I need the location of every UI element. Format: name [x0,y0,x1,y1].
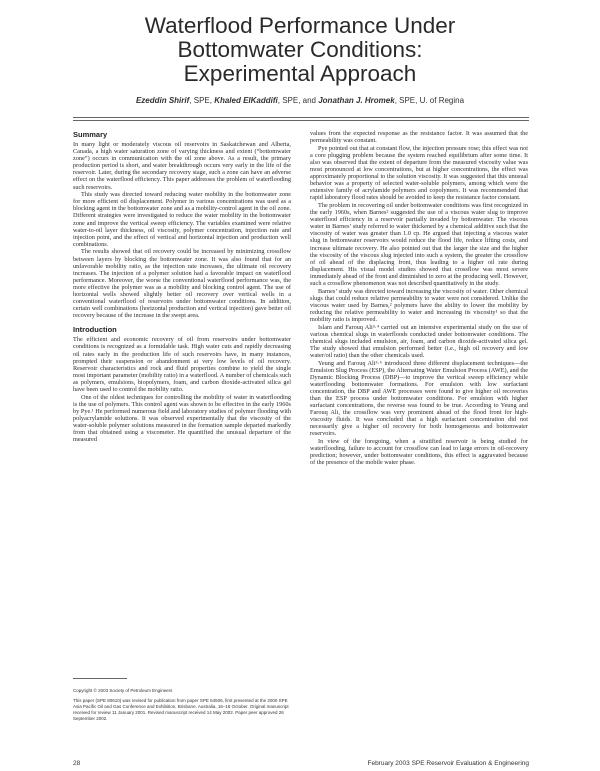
footnote-divider [73,678,127,679]
summary-paragraph: The results showed that oil recovery could be increased by minimizing crossflow between layers by blocking the bottomwater zone. It was also found that for an unfavorable mobility ratio, as the injection rate increases, the ultimate oil recovery increases. The injection of a polymer solution had a favorable impact on waterflood performance. Moreover, the worse the conventional waterflood performance was, the more effective the polymer was as a mobility and blocking control agent. The use of horizontal wells showed slightly better oil recovery over vertical wells in a conventional waterflood of reservoirs under bottomwater conditions. In addition, certain well combinations (horizontal production and vertical injection) gave better oil recovery because of the increase in the swept area. [73,248,291,320]
body-paragraph: Barnes’ study was directed toward increasing the viscosity of water. Other chemical slugs that could reduce relative permeability to water were not considered. Unlike the viscous water used by Barnes,² polymers have the ability to lower the mobility by reducing the relative permeability to water and increasing its viscosity¹ so that the mobility ratio is improved. [310,287,528,323]
page-number: 28 [73,760,81,767]
title-line-1: Waterflood Performance Under [144,13,456,38]
author-3-affiliation: , SPE, U. of Regina [394,96,465,105]
copyright-notice: Copyright © 2003 Society of Petroleum Engineers [73,688,173,693]
summary-heading: Summary [73,130,108,139]
journal-footer: February 2003 SPE Reservoir Evaluation & Engineering [367,760,529,767]
author-1-affiliation: , SPE, [189,96,215,105]
author-2: Khaled ElKaddifi [214,96,278,105]
body-paragraph: Islam and Farouq Ali³·⁴ carried out an intensive experimental study on the use of various chemical slugs in waterfloods conducted under bottomwater conditions. The chemical slugs included emulsion, air, foam, and carbon dioxide-activated silica gel. The study showed that emulsion performed better (i.e., high oil recovery and low water/oil ratio) than the other chemicals used. [310,323,528,359]
left-column [73,130,291,444]
intro-paragraph: One of the oldest techniques for controlling the mobility of water in waterflooding is the use of polymers. This control agent was shown to be effective in the early 1960s by Pye.¹ He performed numerous field and laboratory studies of polymer flooding with polyacrylamide solutions. It was observed experimentally that the viscosity of the water-soluble polymer solutions measured in the formation sample departed markedly from that obtained using a viscometer. He quantified the unusual departure of the measured [73,393,291,444]
body-paragraph: values from the expected response as the resistance factor. It was assumed that the permeability was constant. [310,130,528,145]
title-line-3: Experimental Approach [183,61,417,86]
header-divider-top [73,117,529,118]
introduction-heading: Introduction [73,325,117,335]
author-3: Jonathan J. Hromek [318,96,395,105]
body-paragraph: Pye pointed out that at constant flow, the injection pressure rose; this effect was not a core plugging problem because the system reached equilibrium after some time. It also was observed that the extent of departure from the measured viscosity value was most pronounced at low concentrations, but at higher concentrations, the effect was approximately proportional to the solution viscosity. It was suggested that this unusual behavior was a property of selected water-soluble polymers, among which were the extensive family of acrylamide polymers and copolymers. It was recommended that rapid laboratory flood rates should be avoided to keep the resistance factor constant. [310,144,528,202]
author-1: Ezeddin Shirif [135,96,190,105]
right-column [310,130,528,467]
title-line-2: Bottomwater Conditions: [177,37,423,62]
paper-title [0,14,600,86]
header-divider-bottom [73,120,529,121]
author-line [0,96,600,105]
paper-history-note: This paper (SPE 80610) was revised for publication from paper SPE 64506, first presented at the 2000 SPE Asia Pacific Oil and Gas Conference and Exhibition, Brisbane, Australia, 16–18 October. Original manuscript received for review 11 January 2001. Revised manuscript received 14 May 2002. Paper peer approved 26 September 2002. [73,698,289,721]
summary-paragraph: In many light or moderately viscous oil reservoirs in Saskatchewan and Alberta, Canada, a high water saturation zone of varying thickness and extent (“bottomwater zone”) occurs in communication with the oil zone above. As a result, the primary production period is short, and water breakthrough occurs very early in the life of the reservoir. Later, during the secondary recovery stage, such a zone can have an adverse effect on the waterflood efficiency. This paper addresses the problem of waterflooding such reservoirs. [73,141,291,191]
author-2-affiliation: , SPE, and [277,96,319,105]
body-paragraph: The problem in recovering oil under bottomwater conditions was first recognized in the early 1960s, when Barnes² suggested the use of a viscous water slug to improve waterflood efficiency in a reservoir partially invaded by bottomwater. The viscous water in Barnes’ study referred to water thickened by a chemical additive such that the viscosity of water was greater than 1.0 cp. He argued that injecting a viscous water slug in bottomwater reservoirs would reduce the flood life, reduce lifting costs, and increase ultimate recovery. He also pointed out that the larger the size and the higher the viscosity of the viscous slug injected into such a system, the greater the crossflow of oil ahead of the displacing front, thus leading to a higher oil rate during displacement. His visual model studies showed that crossflow was most severe immediately ahead of the front and diminished to zero at the producing well. However, such a crossflow phenomenon was not described quantitatively in the study. [310,201,528,287]
intro-paragraph: The efficient and economic recovery of oil from reservoirs under bottomwater conditions is recognized as a formidable task. High water cuts and rapidly decreasing oil rates early in the production life of such reservoirs have, in many instances, prompted their suspension or abandonment at very low levels of oil recovery. Reservoir characteristics and rock and fluid properties combine to yield the single most important parameter (mobility ratio) in a waterflood. A number of chemicals such as polymers, emulsions, biopolymers, foam, and carbon dioxide-activated silica gel have been used to control the mobility ratio. [73,336,291,393]
summary-paragraph: This study was directed toward reducing water mobility in the bottomwater zone for more efficient oil displacement. Polymer in various concentrations was used as a blocking agent in the bottomwater zone and as a mobility-control agent in the oil zone. Different strategies were investigated to reduce the water mobility in the bottomwater zone and improve the vertical sweep efficiency. The variables examined were relative water-to-oil layer thickness, oil viscosity, polymer concentration, injection rate and injection point, and the effect of vertical and horizontal injection and production well combinations. [73,191,291,248]
footnotes [73,688,291,726]
body-paragraph: Yeung and Farouq Ali⁵·⁶ introduced three different displacement techniques—the Emulsion Slug Process (ESP), the Alternating Water Emulsion Process (AWE), and the Dynamic Blocking Process (DBP)—to improve the vertical sweep efficiency while waterflooding bottomwater formations. For emulsion with low surfactant concentration, the DBP and AWE processes were found to give higher oil recoveries than the ESP process under bottomwater conditions. For emulsion with higher surfactant concentrations, the reverse was found to be true. According to Yeung and Farouq Ali, the crossflow was very prominent ahead of the flood front for high-viscosity fluids. It was concluded that a high surfactant concentration did not necessarily give a higher oil recovery for both homogeneous and bottomwater reservoirs. [310,359,528,438]
body-paragraph: In view of the foregoing, when a stratified reservoir is being studied for waterflooding, failure to account for crossflow can lead to large errors in oil-recovery prediction; however, under bottomwater conditions, this effect is aggravated because of the presence of the mobile water phase. [310,438,528,467]
